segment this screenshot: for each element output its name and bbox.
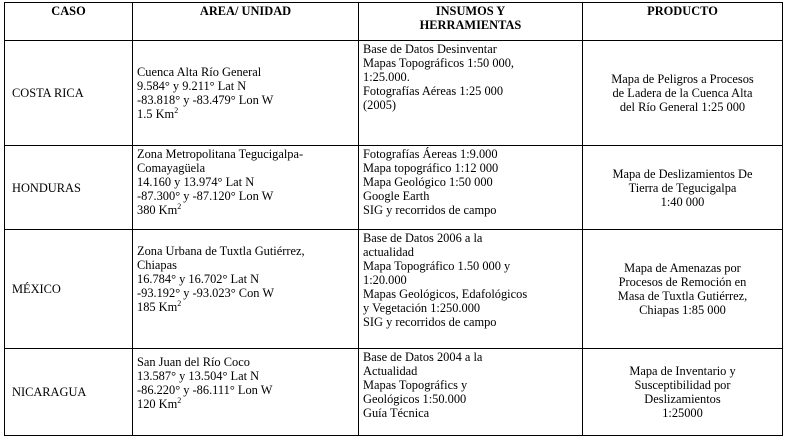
superscript-2: 2 [177, 298, 182, 308]
producto-line: del Río General 1:25 000 [619, 100, 746, 114]
area-line: Chiapas [137, 258, 177, 272]
insumos-line: SIG y recorridos de campo [363, 315, 497, 329]
header-row [5, 3, 783, 41]
producto-cell [583, 146, 783, 230]
insumos-line: Base de Datos Desinventar [363, 42, 497, 56]
area-line: 13.587° y 13.504° Lat N [137, 369, 260, 383]
insumos-line: Guía Técnica [363, 406, 430, 420]
producto-line: Deslizamientos [644, 392, 721, 406]
insumos-line: Mapas Geológicos, Edafológicos [363, 287, 528, 301]
insumos-line: Mapa Topográfico 1.50 000 y [363, 259, 511, 273]
producto-line: 1:25000 [662, 406, 703, 420]
producto-line: Mapa de Inventario y [629, 364, 736, 378]
producto-line: Chiapas 1:85 000 [639, 303, 726, 317]
insumos-line: Base de Datos 2004 a la [363, 350, 483, 364]
insumos-line: Google Earth [363, 189, 430, 203]
producto-cell [583, 230, 783, 349]
area-cell [133, 349, 359, 436]
producto-line: Procesos de Remoción en [618, 275, 747, 289]
header-caso: CASO [5, 3, 133, 41]
header-area-unidad: AREA/ UNIDAD [133, 3, 359, 41]
insumos-line: Actualidad [363, 364, 418, 378]
area-line: 380 Km$^2$ [137, 201, 182, 217]
area-line: -86.220° y -86.111° Lon W [137, 383, 273, 397]
area-line: Cuenca Alta Río General [137, 65, 262, 79]
insumos-line: actualidad [363, 245, 414, 259]
area-line: 14.160 y 13.974° Lat N [137, 175, 255, 189]
superscript-2: 2 [174, 105, 179, 115]
header-producto: PRODUCTO [583, 3, 783, 41]
insumos-line: Geológicos 1:50.000 [363, 392, 467, 406]
caso-cell: COSTA RICA [5, 41, 133, 146]
producto-line: Mapa de Peligros a Procesos [611, 72, 754, 86]
insumos-line: Fotografías Aéreas 1:25 000 [363, 84, 504, 98]
insumos-cell [359, 41, 583, 146]
superscript-2: 2 [177, 395, 182, 405]
insumos-cell [359, 349, 583, 436]
area-line: Comayagüela [137, 161, 206, 175]
producto-cell [583, 41, 783, 146]
area-line: 16.784° y 16.702° Lat N [137, 272, 260, 286]
insumos-cell [359, 146, 583, 230]
producto-line: Susceptibilidad por [634, 378, 731, 392]
producto-line: de Ladera de la Cuenca Alta [612, 86, 753, 100]
insumos-line: SIG y recorridos de campo [363, 203, 497, 217]
area-line: 185 Km$^2$ [137, 298, 182, 314]
insumos-line: Fotografías Áereas 1:9.000 [363, 147, 498, 161]
caso-cell: HONDURAS [5, 146, 133, 230]
area-line: 120 Km$^2$ [137, 395, 182, 411]
table-row [5, 349, 783, 436]
caso-cell: NICARAGUA [5, 349, 133, 436]
insumos-cell [359, 230, 583, 349]
area-line: San Juan del Río Coco [137, 355, 250, 369]
insumos-line: Mapas Topográfics y [363, 378, 468, 392]
area-cell [133, 230, 359, 349]
superscript-2: 2 [177, 201, 182, 211]
insumos-line: Base de Datos 2006 a la [363, 231, 483, 245]
area-line: 9.584° y 9.211° Lat N [137, 79, 247, 93]
comparison-table [4, 2, 783, 436]
header-insumos-herramientas: INSUMOS Y HERRAMIENTAS [359, 3, 583, 41]
insumos-line: y Vegetación 1:250.000 [363, 301, 481, 315]
producto-line: Mapa de Deslizamientos De [612, 166, 753, 181]
producto-line: Masa de Tuxtla Gutiérrez, [617, 289, 748, 303]
area-line: -93.192° y -93.023° Con W [137, 286, 275, 300]
caso-cell: MÉXICO [5, 230, 133, 349]
table-row [5, 41, 783, 146]
area-line: -83.818° y -83.479° Lon W [137, 93, 274, 107]
table-row [5, 230, 783, 349]
insumos-line: Mapas Topográficos 1:50 000, [363, 56, 515, 70]
area-line: Zona Urbana de Tuxtla Gutiérrez, [137, 244, 305, 258]
insumos-line: (2005) [363, 98, 397, 112]
insumos-line: Mapa topográfico 1:12 000 [363, 161, 499, 175]
producto-cell [583, 349, 783, 436]
producto-line: 1:40 000 [660, 194, 705, 209]
table-row [5, 146, 783, 230]
area-line: -87.300° y -87.120° Lon W [137, 189, 274, 203]
area-cell [133, 146, 359, 230]
insumos-line: 1:25.000. [363, 70, 410, 84]
producto-line: Mapa de Amenazas por [624, 261, 741, 275]
area-cell [133, 41, 359, 146]
area-line: 1.5 Km$^2$ [137, 105, 179, 121]
area-line: Zona Metropolitana Tegucigalpa- [137, 147, 304, 161]
insumos-line: Mapa Geológico 1:50 000 [363, 175, 493, 189]
producto-line: Tierra de Tegucigalpa [628, 180, 737, 195]
insumos-line: 1:20.000 [363, 273, 407, 287]
